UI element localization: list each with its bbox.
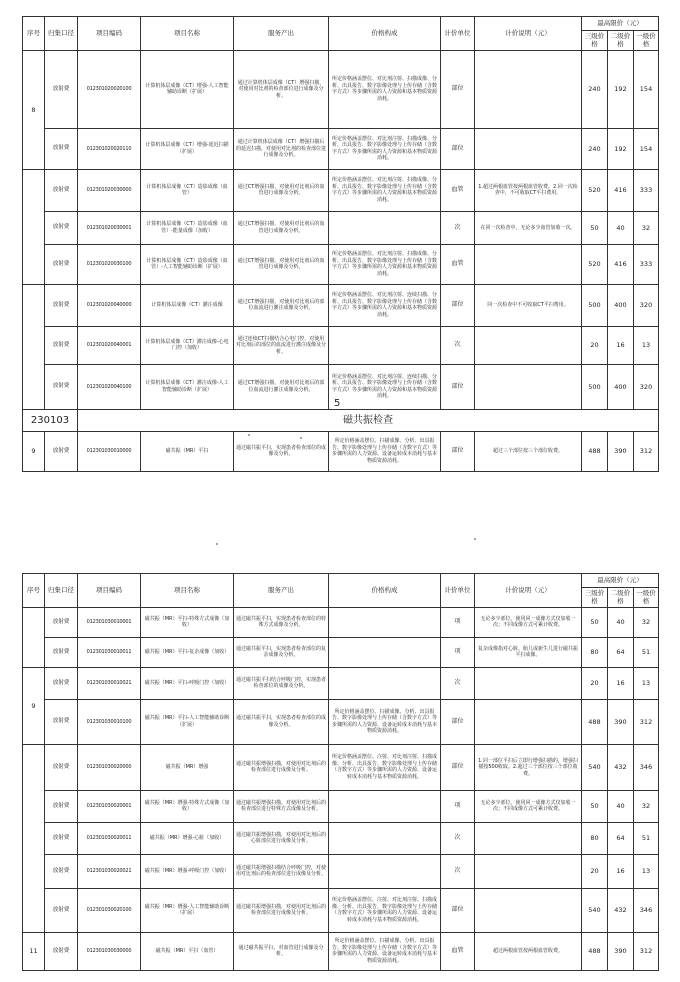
cell-p1: 154: [634, 128, 659, 169]
cell-p3: 240: [582, 50, 608, 128]
cell-code: 012301030010000: [78, 431, 141, 471]
header-unit: 计价单位: [441, 574, 475, 608]
cell-p3: 50: [582, 211, 608, 244]
header-output: 服务产出: [234, 17, 329, 51]
price-table-top: [22, 16, 659, 472]
table-row: [23, 699, 659, 744]
cell-output: 通过CT增强扫描，对使用对比剂后的血管进行成像及分析。: [234, 211, 329, 244]
cell-output: 通过磁共振平扫，实现患者检查部位的成像及分析。: [234, 431, 329, 471]
cell-desc: 1.同一部位平扫后立即行增强扫描的，增强扫描按500收取。2.超过三个部位按三个部位收费。: [475, 744, 582, 790]
header-content: 价格构成: [329, 17, 441, 51]
header-name: 项目名称: [141, 574, 234, 608]
cell-unit: 部位: [441, 699, 475, 744]
cell-p3: 520: [582, 169, 608, 211]
cell-unit: 次: [441, 211, 475, 244]
cell-name: 磁共振（MR）平扫-人工智能辅助诊断（扩展）: [141, 699, 234, 744]
cell-p3: 80: [582, 822, 608, 854]
cell-output: 通过CT增强扫描，对使用对比剂后的部位血流进行灌注成像及分析。: [234, 284, 329, 326]
cell-code: 012301030030000: [78, 932, 141, 970]
cell-p1: 51: [634, 822, 659, 854]
cell-p1: 32: [634, 790, 659, 822]
cell-p2: 400: [608, 364, 634, 409]
cell-name: 计算机体层成像（CT）灌注成像: [141, 284, 234, 326]
cell-p2: 400: [608, 284, 634, 326]
cell-code: 012301030010001: [78, 607, 141, 637]
cell-content: 所定价格涵盖摆位、对比剂注射、扫描成像、分析、出具报告、数字影像处理与上传存储（含数字方式）等步骤所需的人力资源和基本物质资源消耗。: [329, 50, 441, 128]
table-row: [23, 744, 659, 790]
cell-p2: 16: [608, 667, 634, 699]
category-code: 230103: [23, 409, 78, 431]
header-name: 项目名称: [141, 17, 234, 51]
cell-unit: 血管: [441, 244, 475, 284]
table-row: [23, 364, 659, 409]
cell-p3: 20: [582, 667, 608, 699]
cell-dept: 放射费: [45, 284, 78, 326]
cell-p1: 32: [634, 211, 659, 244]
cell-desc: [475, 888, 582, 932]
cell-content: 所定价格涵盖摆位、对比剂注射、连续扫描、分析、出具报告、数字影像处理与上传存储（含数字方式）等步骤所需的人力资源和基本物质资源消耗。: [329, 364, 441, 409]
header-desc: 计价说明（元）: [475, 17, 582, 51]
cell-desc: 超过三个部位按三个部位收费。: [475, 431, 582, 471]
cell-unit: 血管: [441, 932, 475, 970]
page-number: 5: [334, 398, 341, 409]
cell-output: 通过CT增强扫描，对使用对比剂后的血管进行成像及分析。: [234, 169, 329, 211]
cell-content: 所定价格涵盖摆位、对比剂注射、扫描成像、分析、出具报告、数字影像处理与上传存储（含数字方式）等步骤所需的人力资源和基本物质资源消耗。: [329, 244, 441, 284]
cell-unit: 血管: [441, 169, 475, 211]
cell-output: 通过CT增强扫描，对使用对比剂后的血管进行成像及分析。: [234, 244, 329, 284]
header-desc: 计价说明（元）: [475, 574, 582, 608]
cell-dept: 放射费: [45, 364, 78, 409]
header-p1: 一级价格: [634, 588, 659, 608]
cell-p3: 488: [582, 699, 608, 744]
cell-seq: [23, 284, 45, 409]
cell-code: 012301030020100: [78, 888, 141, 932]
cell-p2: 16: [608, 326, 634, 364]
price-table-bottom: [22, 573, 659, 971]
cell-dept: 放射费: [45, 667, 78, 699]
cell-output: 通过磁共振平扫，实现患者检查部位的特殊方式成像及分析。: [234, 607, 329, 637]
cell-seq: [23, 744, 45, 932]
cell-unit: 部位: [441, 284, 475, 326]
cell-content: 所定价格涵盖摆位、注射、对比剂注射、扫描成像、分析、出具报告、数字影像处理与上传存储（含数字方式）等步骤所需的人力资源、设备运转成本消耗与基本物质资源消耗。: [329, 744, 441, 790]
cell-unit: 次: [441, 326, 475, 364]
cell-p3: 520: [582, 244, 608, 284]
cell-name: 磁共振（MR）增强-心脏（加收）: [141, 822, 234, 854]
header-unit: 计价单位: [441, 17, 475, 51]
cell-p2: 192: [608, 50, 634, 128]
cell-dept: 放射费: [45, 169, 78, 211]
cell-desc: 同一次检查中不可收取CT平扫费用。: [475, 284, 582, 326]
cell-p3: 488: [582, 932, 608, 970]
cell-output: 通过CT增强扫描，对使用对比剂后的部位血流进行灌注成像及分析。: [234, 364, 329, 409]
table-row: [23, 822, 659, 854]
cell-content: [329, 607, 441, 637]
cell-p2: 390: [608, 932, 634, 970]
cell-p3: 540: [582, 888, 608, 932]
cell-output: 通过磁共振增强扫描，对使用对比剂后的检查部位进行成像及分析。: [234, 888, 329, 932]
header-content: 价格构成: [329, 574, 441, 608]
cell-p1: 312: [634, 932, 659, 970]
cell-content: 所定价格涵盖摆位、对比剂注射、连续扫描、分析、出具报告、数字影像处理与上传存储（含数字方式）等步骤所需的人力资源和基本物质资源消耗。: [329, 284, 441, 326]
cell-code: 012301020030001: [78, 211, 141, 244]
cell-output: 通过磁共振增强扫描，对使用对比剂后的检查部位进行成像及分析。: [234, 744, 329, 790]
cell-desc: [475, 50, 582, 128]
cell-p1: 346: [634, 744, 659, 790]
cell-output: 通过磁共振平扫，实现患者检查部位的复杂成像及分析。: [234, 637, 329, 667]
table-row: [23, 50, 659, 128]
header-code: 项目编码: [78, 574, 141, 608]
cell-seq: 9: [23, 431, 45, 471]
category-name: 磁共振检查: [78, 409, 659, 431]
cell-name: 计算机体层成像（CT）灌注成像-人工智能辅助诊断（扩展）: [141, 364, 234, 409]
cell-p1: 13: [634, 326, 659, 364]
cell-name: 磁共振（MR）平扫（血管）: [141, 932, 234, 970]
cell-unit: 项: [441, 607, 475, 637]
table-row: [23, 932, 659, 970]
scan-speck: [300, 437, 302, 439]
cell-content: 所定价格涵盖摆位、扫描成像、分析、出具报告、数字影像处理与上传存储（含数字方式）等步骤所需的人力资源、设备运转成本消耗与基本物质资源消耗。: [329, 932, 441, 970]
cell-p3: 50: [582, 790, 608, 822]
cell-p2: 432: [608, 888, 634, 932]
cell-p3: 20: [582, 854, 608, 888]
cell-dept: 放射费: [45, 326, 78, 364]
header-price-group: 最高限价（元）: [582, 574, 659, 588]
cell-content: [329, 637, 441, 667]
cell-content: [329, 822, 441, 854]
cell-content: 所定价格涵盖摆位、扫描成像、分析、出具报告、数字影像处理与上传存储（含数字方式）等步骤所需的人力资源、设备运转成本消耗与基本物质资源消耗。: [329, 699, 441, 744]
cell-code: 012301030010100: [78, 699, 141, 744]
cell-output: 通过磁共振平扫结合呼吸门控，实现患者检查部位的成像及分析。: [234, 667, 329, 699]
cell-desc: [475, 128, 582, 169]
cell-p1: 154: [634, 50, 659, 128]
cell-code: 012301030020001: [78, 790, 141, 822]
cell-dept: 放射费: [45, 699, 78, 744]
cell-unit: 项: [441, 637, 475, 667]
cell-code: 012301020030100: [78, 244, 141, 284]
cell-dept: 放射费: [45, 211, 78, 244]
cell-desc: 1.超过两根血管按两根血管收费。2.同一次检查中，不可收取CT平扫费用。: [475, 169, 582, 211]
header-price-group: 最高限价（元）: [582, 17, 659, 31]
cell-p3: 500: [582, 284, 608, 326]
category-row: [23, 409, 659, 431]
table-row: [23, 211, 659, 244]
cell-unit: 次: [441, 822, 475, 854]
cell-desc: [475, 699, 582, 744]
table-row: [23, 607, 659, 637]
cell-desc: 复杂成像指对心脏、胎儿或新生儿进行磁共振平扫成像。: [475, 637, 582, 667]
cell-p1: 13: [634, 667, 659, 699]
header-dept: 归集口径: [45, 17, 78, 51]
cell-p2: 432: [608, 744, 634, 790]
cell-desc: [475, 364, 582, 409]
cell-p2: 64: [608, 822, 634, 854]
table-row: [23, 326, 659, 364]
cell-content: [329, 326, 441, 364]
cell-content: 所定价格涵盖摆位、扫描成像、分析、出具报告、数字影像处理与上传存储（含数字方式）等步骤所需的人力资源、设备运转成本消耗与基本物质资源消耗。: [329, 431, 441, 471]
cell-p3: 50: [582, 607, 608, 637]
cell-dept: 放射费: [45, 822, 78, 854]
cell-p3: 488: [582, 431, 608, 471]
cell-dept: 放射费: [45, 431, 78, 471]
header-seq: 序号: [23, 574, 45, 608]
cell-p3: 240: [582, 128, 608, 169]
cell-dept: 放射费: [45, 932, 78, 970]
cell-p2: 390: [608, 699, 634, 744]
cell-p2: 16: [608, 854, 634, 888]
cell-dept: 放射费: [45, 790, 78, 822]
cell-p2: 416: [608, 244, 634, 284]
header-p3: 三级价格: [582, 588, 608, 608]
cell-p2: 192: [608, 128, 634, 169]
cell-name: 计算机体层成像（CT）造影成像（血管）-能量成像（加收）: [141, 211, 234, 244]
cell-p1: 333: [634, 244, 659, 284]
table-row: [23, 888, 659, 932]
cell-unit: 次: [441, 667, 475, 699]
cell-code: 012301020040100: [78, 364, 141, 409]
cell-dept: 放射费: [45, 744, 78, 790]
cell-desc: [475, 854, 582, 888]
cell-name: 磁共振（MR）平扫-复杂成像（加收）: [141, 637, 234, 667]
table-row: [23, 244, 659, 284]
cell-p3: 20: [582, 326, 608, 364]
scan-speck: [248, 434, 250, 436]
cell-p2: 416: [608, 169, 634, 211]
cell-name: 计算机体层成像（CT）增强-延迟扫描（扩展）: [141, 128, 234, 169]
cell-desc: [475, 667, 582, 699]
cell-output: 通过磁共振增强扫描，对使用对比剂后的检查部位进行特殊方式成像及分析。: [234, 790, 329, 822]
cell-unit: 部位: [441, 744, 475, 790]
table-row: [23, 637, 659, 667]
cell-content: 所定价格涵盖摆位、对比剂注射、扫描成像、分析、出具报告、数字影像处理与上传存储（含数字方式）等步骤所需的人力资源和基本物质资源消耗。: [329, 169, 441, 211]
cell-unit: 项: [441, 790, 475, 822]
scan-speck: [474, 538, 476, 540]
cell-p1: 51: [634, 637, 659, 667]
cell-p2: 40: [608, 211, 634, 244]
cell-content: 所定价格涵盖摆位、注射、对比剂注射、扫描成像、分析、出具报告、数字影像处理与上传存储（含数字方式）等步骤所需的人力资源、设备运转成本消耗与基本物质资源消耗。: [329, 888, 441, 932]
cell-p1: 32: [634, 607, 659, 637]
header-p1: 一级价格: [634, 31, 659, 51]
cell-unit: 部位: [441, 364, 475, 409]
cell-code: 012301020040001: [78, 326, 141, 364]
cell-output: 通过连续CT扫描结合心电门控，对使用对比剂后的部位的血流进行灌注成像及分析。: [234, 326, 329, 364]
header-output: 服务产出: [234, 574, 329, 608]
cell-dept: 放射费: [45, 50, 78, 128]
cell-output: 通过磁共振平扫，实现患者检查部位的成像及分析。: [234, 699, 329, 744]
cell-p1: 13: [634, 854, 659, 888]
cell-desc: [475, 244, 582, 284]
cell-code: 012301020020100: [78, 50, 141, 128]
cell-output: 通过磁共振平扫，对血管进行成像及分析。: [234, 932, 329, 970]
cell-p1: 320: [634, 364, 659, 409]
cell-content: [329, 790, 441, 822]
cell-unit: 部位: [441, 888, 475, 932]
scan-speck: [216, 543, 218, 545]
header-p2: 二级价格: [608, 31, 634, 51]
cell-p2: 390: [608, 431, 634, 471]
header-seq: 序号: [23, 17, 45, 51]
header-p2: 二级价格: [608, 588, 634, 608]
cell-dept: 放射费: [45, 888, 78, 932]
cell-seq: [23, 169, 45, 284]
cell-p2: 40: [608, 607, 634, 637]
cell-code: 012301030020021: [78, 854, 141, 888]
cell-desc: 超过两根血管按两根血管收费。: [475, 932, 582, 970]
cell-name: 磁共振（MR）增强-呼吸门控（加收）: [141, 854, 234, 888]
cell-p1: 320: [634, 284, 659, 326]
cell-dept: 放射费: [45, 637, 78, 667]
cell-code: 012301020030000: [78, 169, 141, 211]
cell-code: 012301020020110: [78, 128, 141, 169]
cell-output: 通过磁共振增强扫描，对使用对比剂后的心脏部位进行成像及分析。: [234, 822, 329, 854]
table-row: [23, 790, 659, 822]
cell-desc: [475, 822, 582, 854]
table-row: [23, 284, 659, 326]
cell-name: 磁共振（MR）增强: [141, 744, 234, 790]
cell-p2: 40: [608, 790, 634, 822]
cell-name: 计算机体层成像（CT）造影成像（血管）-人工智能辅助诊断（扩展）: [141, 244, 234, 284]
cell-dept: 放射费: [45, 607, 78, 637]
cell-content: [329, 854, 441, 888]
cell-unit: 部位: [441, 128, 475, 169]
cell-p1: 333: [634, 169, 659, 211]
table-row: [23, 431, 659, 471]
cell-output: 通过磁共振增强扫描结合呼吸门控，对使用对比剂后的检查部位进行成像及分析。: [234, 854, 329, 888]
cell-p1: 312: [634, 431, 659, 471]
cell-name: 计算机体层成像（CT）增强-人工智能辅助诊断（扩展）: [141, 50, 234, 128]
cell-seq: [23, 607, 45, 667]
cell-seq: 9: [23, 667, 45, 744]
cell-p1: 312: [634, 699, 659, 744]
cell-output: 通过计算机体层成像（CT）增强扫描后的延迟扫描，对使用对比剂的检查部位进行成像及分析。: [234, 128, 329, 169]
cell-content: [329, 211, 441, 244]
header-code: 项目编码: [78, 17, 141, 51]
cell-dept: 放射费: [45, 854, 78, 888]
cell-p2: 64: [608, 637, 634, 667]
cell-code: 012301030010011: [78, 637, 141, 667]
cell-code: 012301030020000: [78, 744, 141, 790]
cell-name: 磁共振（MR）平扫: [141, 431, 234, 471]
cell-code: 012301020040000: [78, 284, 141, 326]
cell-content: 所定价格涵盖摆位、对比剂注射、扫描成像、分析、出具报告、数字影像处理与上传存储（含数字方式）等步骤所需的人力资源和基本物质资源消耗。: [329, 128, 441, 169]
table-row: [23, 128, 659, 169]
cell-seq: 8: [23, 50, 45, 169]
cell-p3: 540: [582, 744, 608, 790]
cell-content: [329, 667, 441, 699]
cell-p3: 80: [582, 637, 608, 667]
table-row: [23, 667, 659, 699]
cell-desc: 无论多少部位，使用同一成像方式仅加收一次；不同成像方式可累计收费。: [475, 607, 582, 637]
header-p3: 三级价格: [582, 31, 608, 51]
cell-p3: 500: [582, 364, 608, 409]
cell-name: 磁共振（MR）增强-特殊方式成像（加收）: [141, 790, 234, 822]
cell-name: 磁共振（MR）增强-人工智能辅助诊断（扩展）: [141, 888, 234, 932]
table-row: [23, 854, 659, 888]
cell-code: 012301030010021: [78, 667, 141, 699]
cell-unit: 部位: [441, 50, 475, 128]
cell-unit: 部位: [441, 431, 475, 471]
cell-name: 计算机体层成像（CT）灌注成像-心电门控（加收）: [141, 326, 234, 364]
table-row: [23, 169, 659, 211]
cell-p1: 346: [634, 888, 659, 932]
cell-dept: 放射费: [45, 128, 78, 169]
cell-dept: 放射费: [45, 244, 78, 284]
cell-desc: 无论多少部位，使用同一成像方式仅加收一次；不同成像方式可累计收费。: [475, 790, 582, 822]
cell-seq: 11: [23, 932, 45, 970]
cell-desc: 在同一次检查中，无论多少血管加收一次。: [475, 211, 582, 244]
cell-name: 计算机体层成像（CT）造影成像（血管）: [141, 169, 234, 211]
cell-desc: [475, 326, 582, 364]
header-dept: 归集口径: [45, 574, 78, 608]
cell-code: 012301030020011: [78, 822, 141, 854]
cell-name: 磁共振（MR）平扫-呼吸门控（加收）: [141, 667, 234, 699]
cell-output: 通过计算机体层成像（CT）增强扫描，对使用对比剂的检查部位进行成像及分析。: [234, 50, 329, 128]
cell-name: 磁共振（MR）平扫-特殊方式成像（加收）: [141, 607, 234, 637]
cell-unit: 次: [441, 854, 475, 888]
